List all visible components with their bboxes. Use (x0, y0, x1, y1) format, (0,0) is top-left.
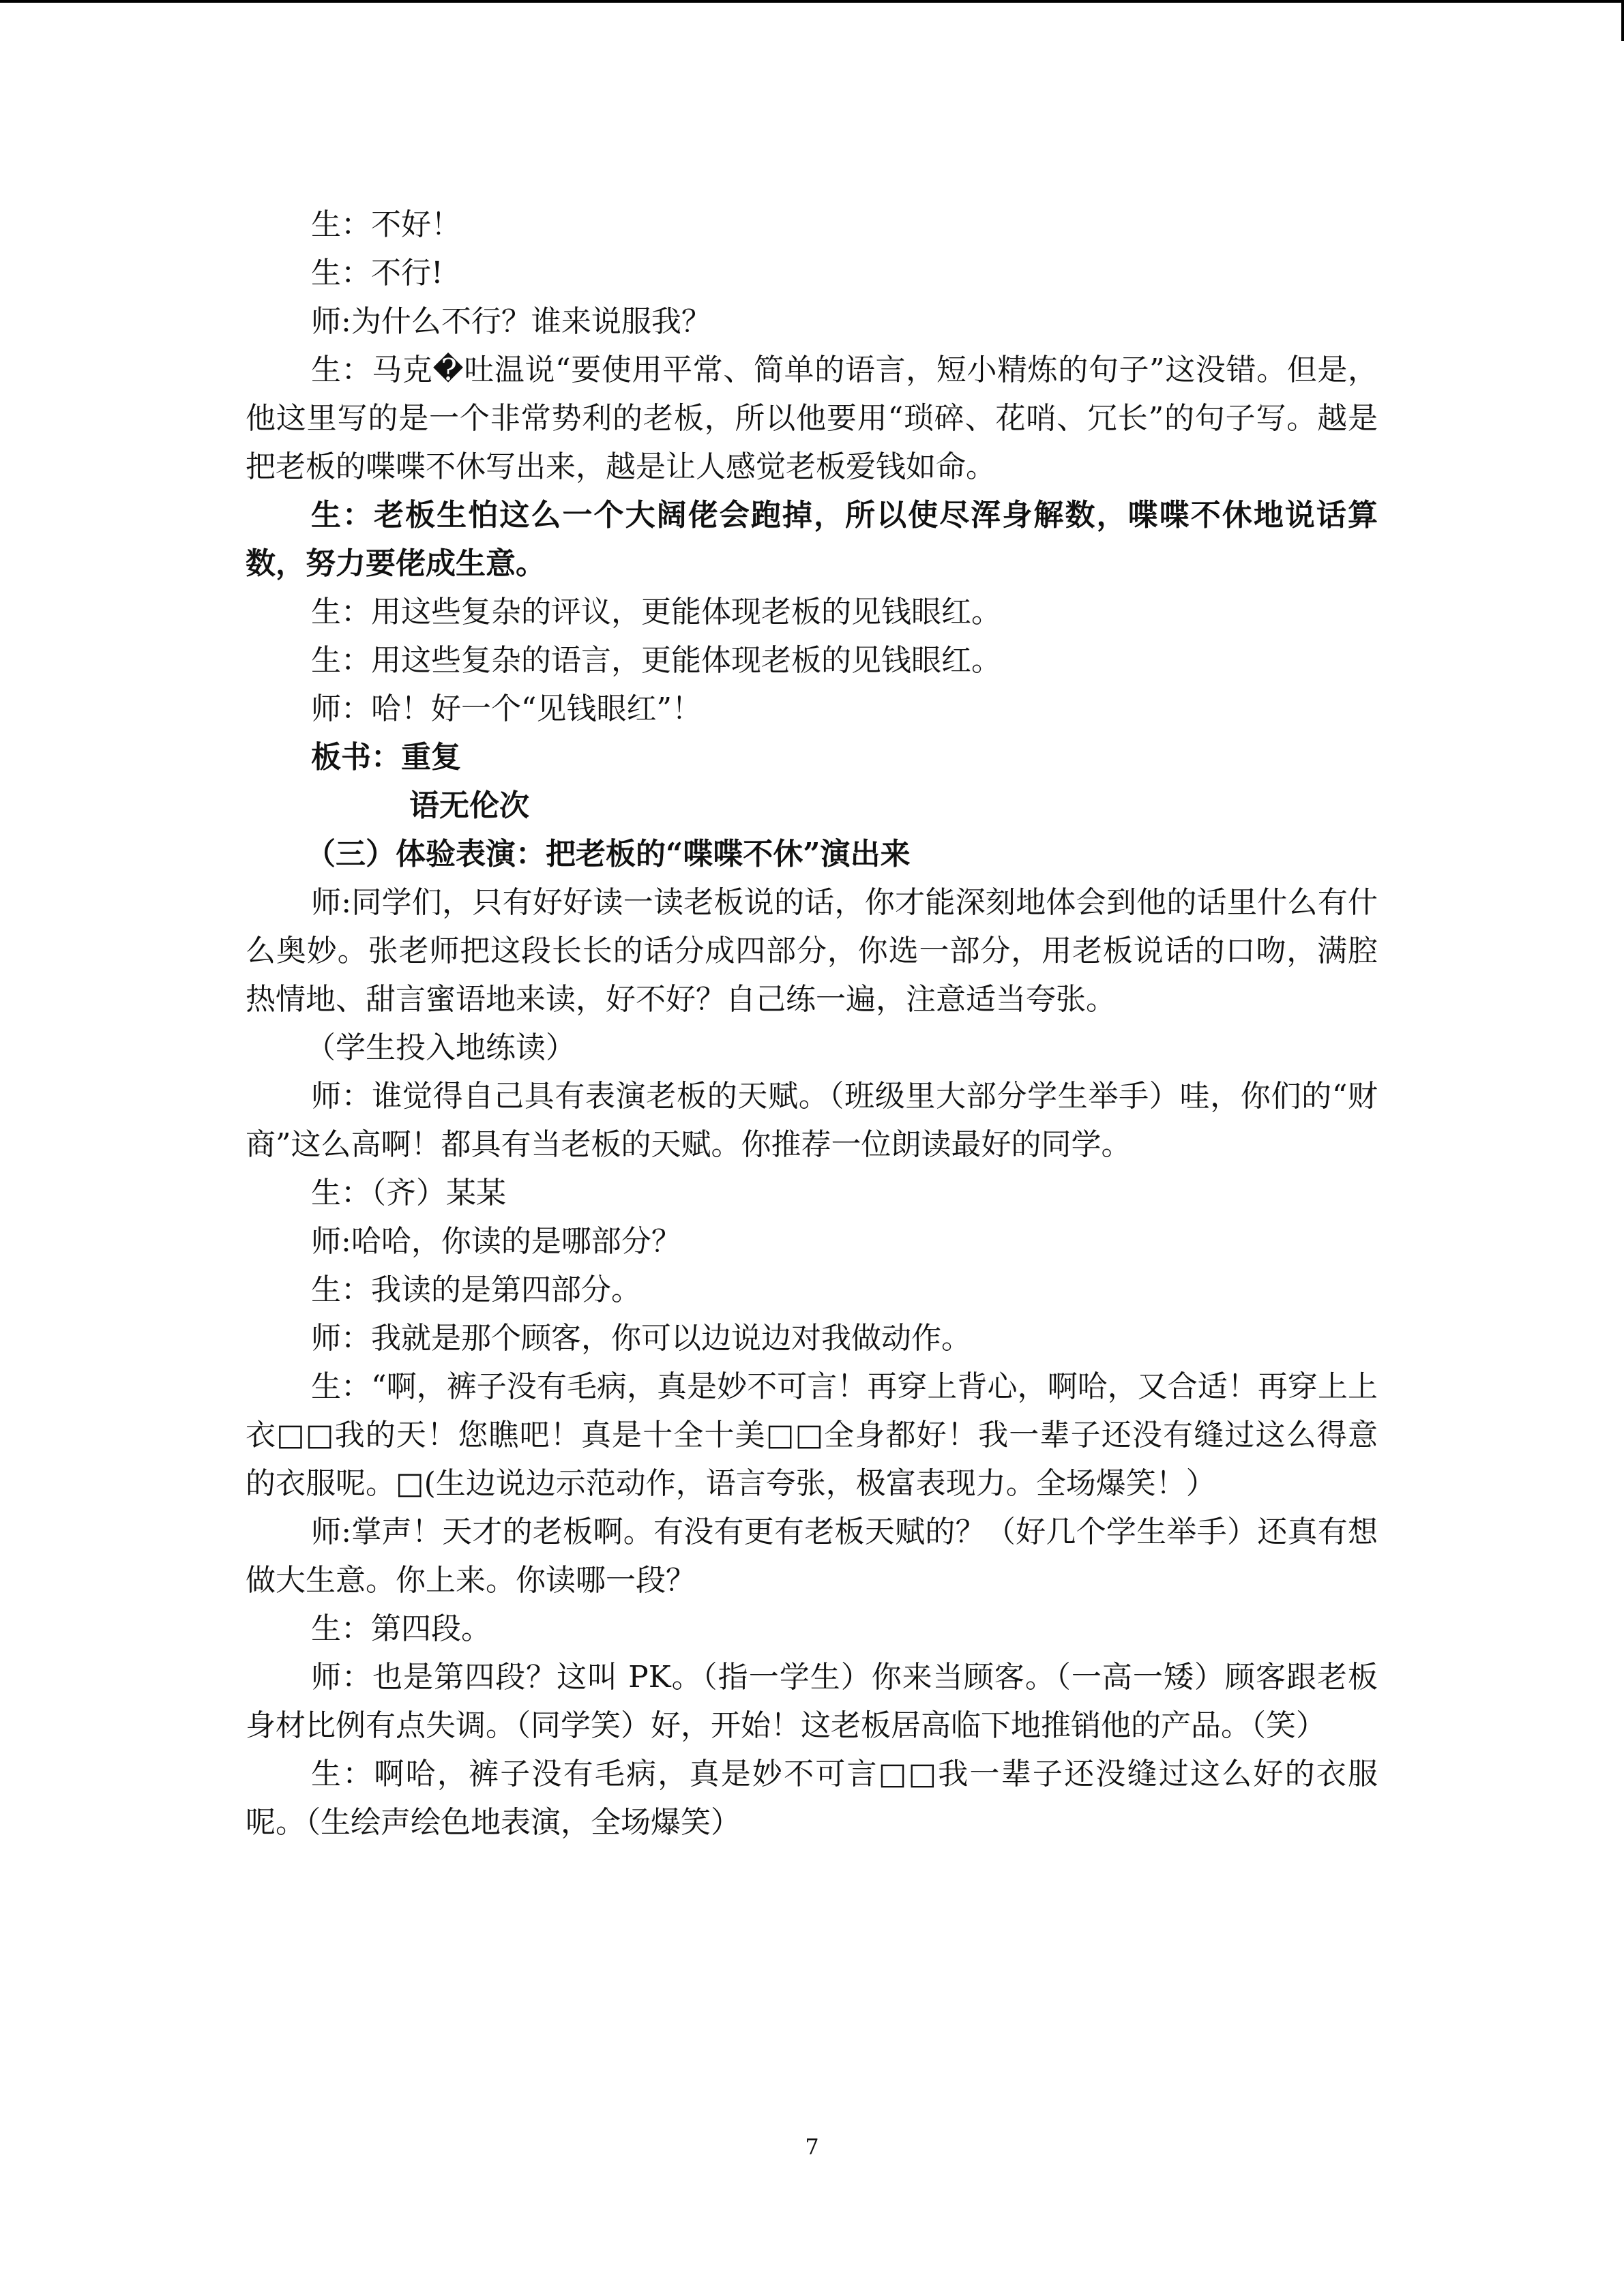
paragraph: 师:哈哈，你读的是哪部分？ (311, 1224, 681, 1259)
paragraph: 生：用这些复杂的语言，更能体现老板的见钱眼红。 (311, 643, 1001, 678)
paragraph: 生：用这些复杂的评议，更能体现老板的见钱眼红。 (311, 595, 1001, 629)
paragraph: 板书：重复 (311, 740, 461, 775)
paragraph: 生：老板生怕这么一个大阔佬会跑掉，所以使尽浑身解数，喋喋不休地说话算数，努力要佬成生意。 (246, 498, 1378, 581)
paragraph: 语无伦次 (409, 788, 529, 823)
paragraph: 师：也是第四段？这叫 PK。（指一学生）你来当顾客。（一高一矮）顾客跟老板身材比例有点失调。（同学笑）好，开始！这老板居高临下地推销他的产品。（笑） (246, 1660, 1378, 1743)
paragraph: 生：我读的是第四部分。 (311, 1272, 641, 1307)
page-number: 7 (805, 2134, 819, 2160)
paragraph: 师：谁觉得自己具有表演老板的天赋。（班级里大部分学生举手）哇，你们的“财商”这么高啊！都具有当老板的天赋。你推荐一位朗读最好的同学。 (246, 1079, 1378, 1162)
paragraph: 师:同学们，只有好好读一读老板说的话，你才能深刻地体会到他的话里什么有什么奥妙。张老师把这段长长的话分成四部分，你选一部分，用老板说话的口吻，满腔热情地、甜言蜜语地来读，好不好？自己练一遍，注意适当夸张。 (246, 885, 1378, 1017)
paragraph: 生：马克�吐温说“要使用平常、简单的语言，短小精炼的句子”这没错。但是，他这里写的是一个非常势利的老板，所以他要用“琐碎、花哨、冗长”的句子写。越是把老板的喋喋不休写出来，越是让人感觉老板爱钱如命。 (246, 353, 1378, 484)
page-top-border (0, 0, 1624, 3)
paragraph: （三）体验表演：把老板的“喋喋不休”演出来 (306, 837, 911, 871)
paragraph: （学生投入地练读） (306, 1030, 576, 1065)
paragraph: 生：啊哈，裤子没有毛病，真是妙不可言□□我一辈子还没缝过这么好的衣服呢。（生绘声绘色地表演，全场爆笑） (246, 1757, 1378, 1840)
paragraph: 生：第四段。 (311, 1611, 491, 1646)
paragraph: 师:掌声！天才的老板啊。有没有更有老板天赋的？（好几个学生举手）还真有想做大生意。你上来。你读哪一段？ (246, 1515, 1378, 1598)
paragraph: 生：不好！ (311, 207, 461, 242)
paragraph: 师：我就是那个顾客，你可以边说边对我做动作。 (311, 1321, 971, 1356)
paragraph: 师：哈！好一个“见钱眼红”！ (311, 691, 702, 726)
paragraph: 生：“啊，裤子没有毛病，真是妙不可言！再穿上背心，啊哈，又合适！再穿上上衣□□我的天！您瞧吧！真是十全十美□□全身都好！我一辈子还没有缝过这么得意的衣服呢。□(生边说边示范动作，语言夸张，极富表现力。全场爆笑！） (246, 1369, 1378, 1501)
paragraph: 生：（齐）某某 (311, 1176, 506, 1210)
page-right-border (1621, 0, 1624, 41)
paragraph: 师:为什么不行？谁来说服我？ (311, 304, 711, 339)
document-body (246, 200, 1378, 1847)
paragraph: 生：不行! (311, 256, 443, 290)
